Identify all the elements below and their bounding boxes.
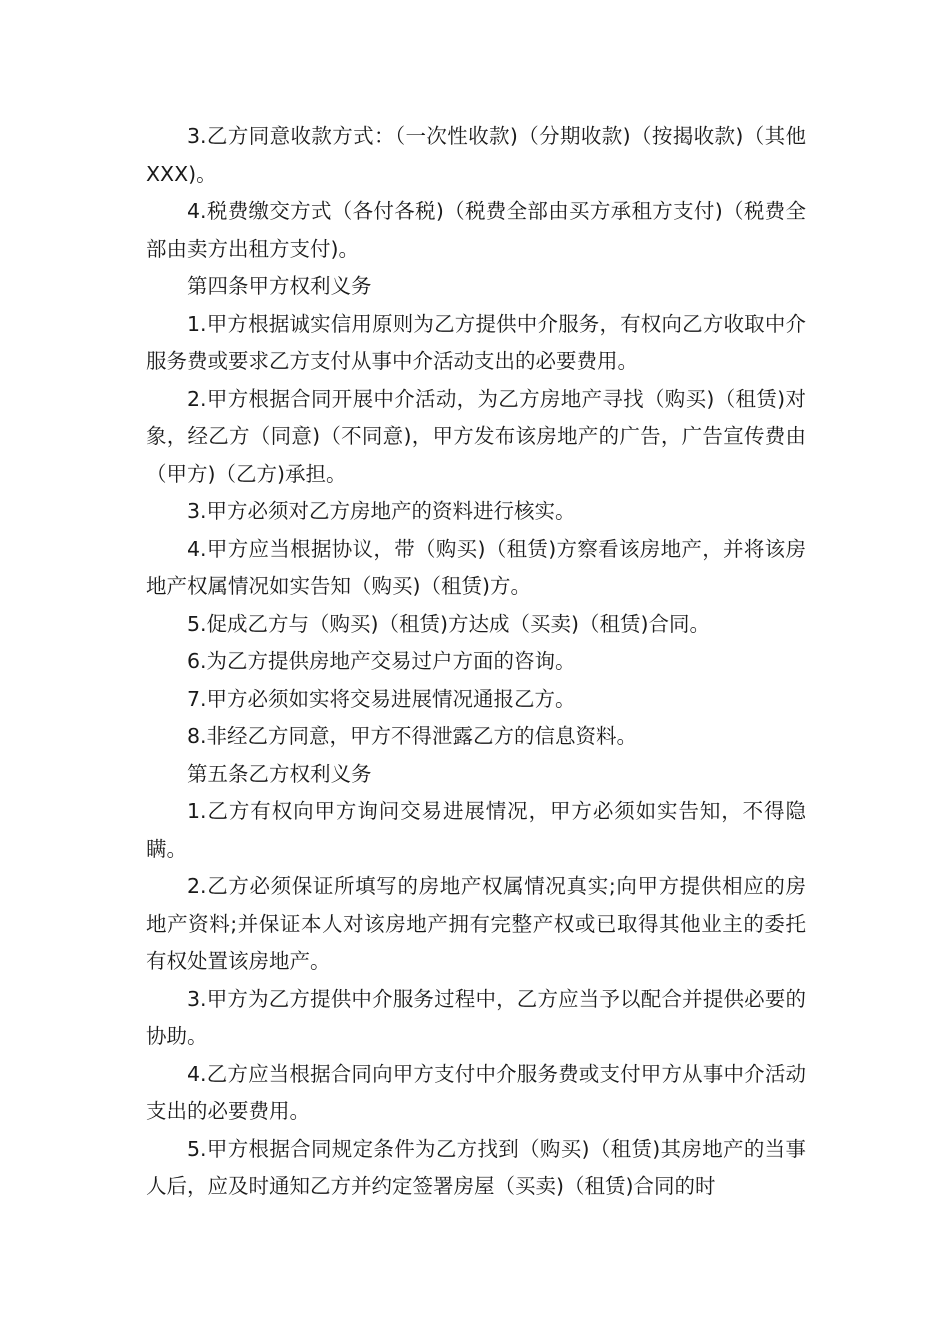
paragraph-article-4-item-1: 1.甲方根据诚实信用原则为乙方提供中介服务，有权向乙方收取中介服务费或要求乙方支付从事中介活动支出的必要费用。 xyxy=(146,311,806,373)
paragraph-article-4-item-4: 4.甲方应当根据协议，带（购买)（租赁)方察看该房地产，并将该房地产权属情况如实告知（购买)（租赁)方。 xyxy=(146,536,806,598)
paragraph-article-5-item-5: 5.甲方根据合同规定条件为乙方找到（购买)（租赁)其房地产的当事人后，应及时通知乙方并约定签署房屋（买卖)（租赁)合同的时 xyxy=(146,1136,806,1198)
paragraph-article-5-item-1: 1.乙方有权向甲方询问交易进展情况，甲方必须如实告知，不得隐瞒。 xyxy=(146,799,806,861)
paragraph-article-5-item-2: 2.乙方必须保证所填写的房地产权属情况真实;向甲方提供相应的房地产资料;并保证本人对该房地产拥有完整产权或已取得其他业主的委托有权处置该房地产。 xyxy=(146,874,806,973)
paragraph-payment-method: 3.乙方同意收款方式：（一次性收款)（分期收款)（按揭收款)（其他XXX)。 xyxy=(146,124,806,186)
paragraph-tax-payment: 4.税费缴交方式（各付各税)（税费全部由买方承租方支付)（税费全部由卖方出租方支付)。 xyxy=(146,199,806,261)
paragraph-article-4-item-6: 6.为乙方提供房地产交易过户方面的咨询。 xyxy=(187,649,576,673)
section-heading-article-5: 第五条乙方权利义务 xyxy=(187,761,372,786)
paragraph-article-4-item-5: 5.促成乙方与（购买)（租赁)方达成（买卖)（租赁)合同。 xyxy=(187,611,711,636)
paragraph-article-5-item-3: 3.甲方为乙方提供中介服务过程中，乙方应当予以配合并提供必要的协助。 xyxy=(146,986,806,1048)
paragraph-article-4-item-3: 3.甲方必须对乙方房地产的资料进行核实。 xyxy=(187,499,576,523)
paragraph-article-4-item-7: 7.甲方必须如实将交易进展情况通报乙方。 xyxy=(187,686,576,711)
paragraph-article-4-item-8: 8.非经乙方同意，甲方不得泄露乙方的信息资料。 xyxy=(187,724,638,748)
document-body xyxy=(146,118,806,1206)
paragraph-article-4-item-2: 2.甲方根据合同开展中介活动，为乙方房地产寻找（购买)（租赁)对象，经乙方（同意)（不同意)，甲方发布该房地产的广告，广告宣传费由（甲方)（乙方)承担。 xyxy=(146,386,806,486)
paragraph-article-5-item-4: 4.乙方应当根据合同向甲方支付中介服务费或支付甲方从事中介活动支出的必要费用。 xyxy=(146,1061,806,1123)
section-heading-article-4: 第四条甲方权利义务 xyxy=(187,274,372,298)
